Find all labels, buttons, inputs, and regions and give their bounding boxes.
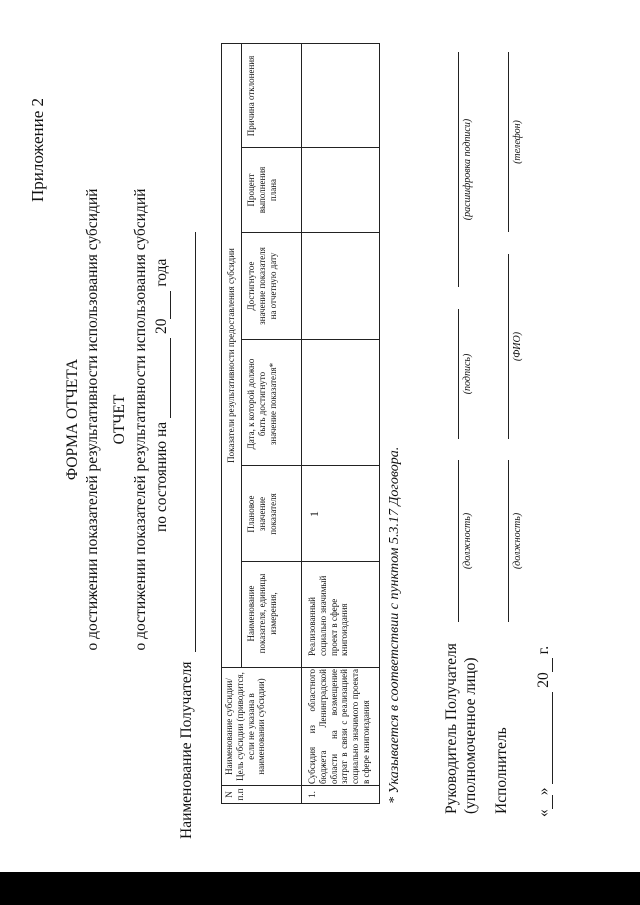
executor-position-line[interactable]	[508, 460, 509, 622]
report-table	[221, 43, 380, 804]
row-achieved[interactable]	[307, 234, 377, 339]
report-date-line	[153, 259, 171, 532]
row-reason[interactable]	[307, 45, 377, 147]
recipient-blank[interactable]	[195, 232, 196, 652]
header-row-line	[301, 43, 302, 804]
report-title: ОТЧЕТ	[111, 394, 128, 445]
column-line	[241, 147, 380, 148]
header-reason: Причина отклонения	[246, 55, 256, 137]
table-border	[379, 43, 380, 804]
head-signature-line[interactable]	[458, 309, 459, 439]
form-title: ФОРМА ОТЧЕТА	[64, 358, 81, 481]
date-line	[535, 646, 553, 817]
head-position-caption: (должность)	[462, 512, 473, 570]
executor-phone-line[interactable]	[508, 52, 509, 232]
head-label-sub: (уполномоченное лицо)	[462, 657, 479, 814]
recipient-label: Наименование Получателя	[178, 661, 195, 839]
column-line	[241, 339, 380, 340]
appendix-label: Приложение 2	[28, 98, 47, 202]
scan-bottom-border	[0, 872, 640, 905]
row-indicator: Реализованный социально значимый проект в сфере книгоиздания	[307, 575, 350, 656]
report-date-year: 20	[153, 318, 170, 335]
date-suffix: г.	[535, 645, 552, 655]
report-date-prefix: по состоянию на	[153, 421, 170, 532]
head-label: Руководитель Получателя	[443, 643, 460, 814]
report-subtitle: о достижении показателей результативности использования субсидий	[132, 188, 149, 651]
report-year-blank[interactable]	[156, 291, 171, 319]
head-name-caption: (расшифровка подписи)	[462, 118, 473, 221]
head-position-line[interactable]	[458, 460, 459, 622]
row-subsidy: Субсидия из областного бюджета Ленинградской области на возмещение затрат в связи с реализацией социально значимого проекта в сфере книгоиздания	[307, 669, 371, 784]
executor-position-caption: (должность)	[512, 512, 523, 570]
group-header-line	[241, 43, 242, 668]
date-open-quote: «	[535, 809, 552, 817]
date-month-blank[interactable]	[539, 692, 553, 784]
row-percent[interactable]	[307, 149, 377, 232]
column-line	[241, 232, 380, 233]
date-day-blank[interactable]	[539, 795, 553, 809]
head-name-line[interactable]	[458, 52, 459, 287]
footnote: * Указывается в соответствии с пунктом 5.3.17 Договора.	[387, 446, 402, 804]
date-year: 20	[535, 672, 552, 688]
header-deadline: Дата, к которой должно быть достигнуто значение показателя*	[246, 358, 278, 450]
header-indicator: Наименование показателя, единицы измерения,	[246, 573, 278, 654]
form-subtitle: о достижении показателей результативности использования субсидий	[84, 188, 101, 651]
date-close-quote: »	[535, 787, 552, 796]
header-subsidy: Наименование субсидии/ Цель субсидии (приводится, если не указана в наименовании субсидии)	[224, 672, 267, 781]
row-planned: 1	[307, 511, 321, 517]
header-achieved: Достигнутое значение показателя на отчетную дату	[246, 247, 278, 325]
executor-name-caption: (ФИО)	[512, 331, 523, 362]
head-signature-caption: (подпись)	[462, 353, 473, 395]
row-deadline[interactable]	[307, 341, 377, 465]
column-line	[241, 465, 380, 466]
row-num: 1.	[307, 791, 317, 798]
report-date-suffix: года	[153, 258, 170, 287]
executor-label: Исполнитель	[493, 727, 510, 814]
report-date-blank[interactable]	[156, 338, 171, 418]
header-percent: Процент выполнения плана	[246, 166, 278, 214]
date-year-blank[interactable]	[539, 658, 553, 672]
header-planned: Плановое значение показателя	[246, 493, 278, 535]
executor-name-line[interactable]	[508, 254, 509, 439]
header-num: N п.п	[224, 788, 245, 801]
executor-phone-caption: (телефон)	[512, 120, 523, 164]
column-line	[241, 561, 380, 562]
header-indicators-group: Показатели результативности предоставления субсидии	[226, 248, 237, 463]
